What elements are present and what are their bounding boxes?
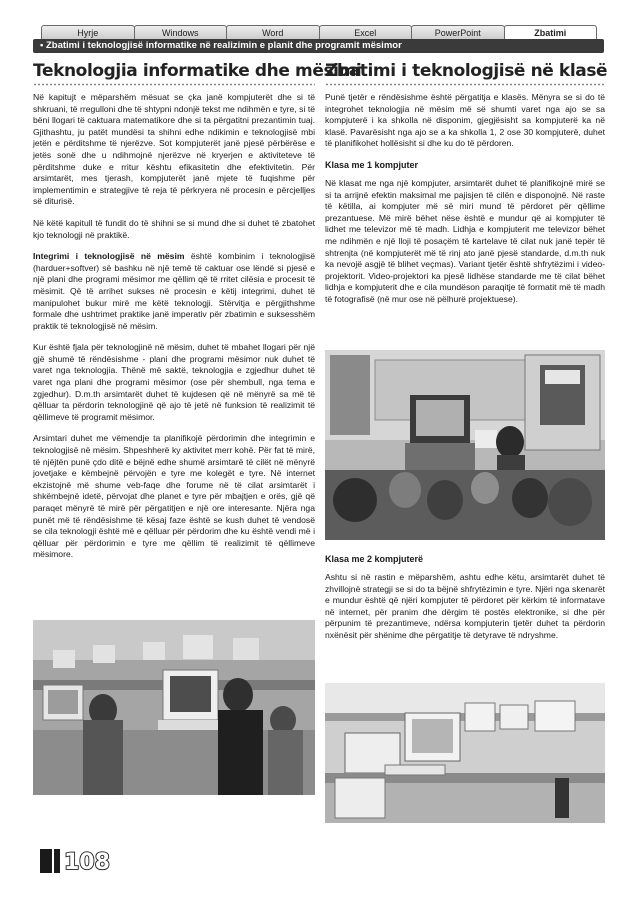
subheading-two-computers: Klasa me 2 kompjuterë (325, 554, 424, 564)
heading-divider (325, 83, 605, 86)
heading-divider (33, 83, 315, 86)
classroom-tv-photo (325, 350, 605, 540)
right-heading: Zbatimi i teknologjisë në klasë (325, 61, 608, 81)
left-paragraph-4: Kur është fjala për teknologjinë në mësim, duhet të mbahet llogari për një gjë shumë të rëndësishme - plani dhe programi mësimor nuk duhet të varet nga teknologjia. Thënë më saktë, teknologjia e zgjedhur duhet të varet nga plani dhe programi mësimor (ose për shembull, nga tema e zgjedhur). D.m.th arsimtarët duhet të kujdesen që në mënyrë sa më të qëlluar ta përdorin teknologjinë që ajo të jetë në funksion të realizimit të qëllimeve të programit mësimor. (33, 342, 315, 422)
integration-definition: është kombinim i teknologjisë (harduer+softver) së bashku në një temë të caktuar ose lëndë si pjesë e një plani dhe programi mësimor me qëllim që të rritet cilësia e procesit të mësimit. Që të arrihet sukses në procesin e këtij integrimi, duhet të manipulohet bukur mirë me këtë teknologji. Stërvitja e përgjithshme formale dhe ushtrimet praktike janë imperativ për zbatimin e suksesshëm praktik të teknologjisë në mësim. (33, 251, 316, 331)
page-number (40, 849, 110, 875)
tab-word[interactable]: Word (226, 25, 320, 40)
left-paragraph-1: Në kapitujt e mëparshëm mësuat se çka janë kompjuterët dhe si të shkruani, të rregulloni dhe të shtypni ndonjë tekst me ndihmën e tyre, si të bëni llogari të caktuara matematikore dhe si ta përgatitni prezantimin tuaj. Gjithashtu, ju patët mundësi ta shihni edhe ndikimin e teknologjisë mbi jetën e përditshme të njerëzve. Sot kompjuterët janë pjesë përbërëse e jetës sonë dhe u ndihmojnë njerëzve në kryerjen e aktiviteteve të përditshme duke e rritur kështu efikasitetin dhe efektivitetin. Për arsimtarët, mes tjerash, kompjuterët janë mjete të fuqishme për implementimin e strategjive të reja të përkryera në procesin e përcjelljes së diturisë. (33, 92, 315, 207)
computer-lab-photo (33, 620, 315, 795)
tab-windows[interactable]: Windows (134, 25, 228, 40)
subheading-one-computer: Klasa me 1 kompjuter (325, 159, 419, 170)
tab-powerpoint[interactable]: PowerPoint (411, 25, 505, 40)
page-number-text: 108 (64, 850, 110, 875)
integration-term: Integrimi i teknologjisë në mësim (33, 251, 185, 262)
left-paragraph-5: Arsimtari duhet me vëmendje ta planifikojë përdorimin dhe integrimin e teknologjisë në mësim. Shpeshherë ky aktivitet merr kohë. Për fat të mirë, të njëjtën punë çdo ditë e bëjnë edhe shumë arsimtarë të cilët në mënyrë jovetjake e këmbejnë përvojën e tyre me kolegët e tyre. Në internet ekzistojnë më shume veb-faqe dhe forume në të cilat arsimtarët i shkëmbejnë idetë, përvojat dhe planet e tyre për mbajtjen e orës, gjë që paraqet mënyrë të mirë për përgatitjen e një ore interesante. Njëra nga punët më të rëndësishme të kësaj faze është se kush duhet të vendosë se cila teknologji është më e qëlluar për përdorim dhe ku është vendi më i qëlluar për përdorimin e tyre me qëllim të realizimit të qëllimeve mësimore. (33, 433, 315, 560)
tab-excel[interactable]: Excel (319, 25, 413, 40)
right-paragraph-2: Në klasat me nga një kompjuter, arsimtarët duhet të planifikojnë mirë se si ta arrijnë efektin maksimal me pajisjen të cilën e disponojnë. Në raste të këtilla, ai kompjuter më së miri mund të përdoret për qëllime prezantuese. Më mirë bëhet nëse është e mundur që ai kompjuter të lidhet me televizor më të madh. Lidhja e kompjuterit me televizor bëhet me ndihmën e një lloji të posaçëm të kartelave të cilat nuk janë tepër të shtrenjta (në kompjuterët më të rinj ato janë pjesë standarde, d.m.th nuk ka nevojë asgjë të blihet veçmas). Variant tjetër është shfrytëzimi i video-projektorit. Video-projektori ka pjesë lidhëse standarde me të cilat bëhet lidhja e kompjuterit dhe e cila mundëson paraqitje të formatit më të madh të fotografisë (në mur ose në pëlhurë projektuese). (325, 177, 605, 304)
right-column (325, 61, 608, 316)
left-paragraph-2: Në këtë kapitull të fundit do të shihni se si mund dhe si duhet të zbatohet kjo teknologji në praktikë. (33, 217, 315, 240)
tab-hyrje[interactable]: Hyrje (41, 25, 135, 40)
page-number-badge-icon (40, 849, 110, 875)
empty-computer-lab-photo (325, 683, 605, 823)
chapter-tabs (41, 25, 596, 39)
left-column (33, 61, 362, 571)
tab-zbatimi[interactable]: Zbatimi (504, 25, 598, 40)
right-column-lower (325, 554, 605, 652)
left-paragraph-3 (33, 251, 315, 332)
right-paragraph-3: Ashtu si në rastin e mëparshëm, ashtu edhe këtu, arsimtarët duhet të zhvillojnë strategji se si do ta bëjnë shfrytëzimin e tyre. Njëri nga skenarët e mundur është që njëri kompjuter të përdoret për kërkim të informatave në internet, për pranim dhe dërgim të postës elektronike, si dhe për përpunim të prezantimeve, ndërsa kompjuterin tjetër duhet ta përdorin nxënësit për shënime dhe përgatitje të detyrave të ndryshme. (325, 572, 605, 640)
right-paragraph-1: Punë tjetër e rëndësishme është përgatitja e klasës. Mënyra se si do të integrohet teknologjia në mësim më së shumti varet nga ajo se sa kompjuterë i ka shkolla në disponim, gjegjësisht sa kompjuterë ka në klasë. Pavarësisht nga ajo se a ka shkolla 1, 2 ose 30 kompjuterë, duhet të planifikohet hollësisht si dhe ku do të përdoren. (325, 92, 605, 149)
section-bar: • Zbatimi i teknologjisë informatike në realizimin e planit dhe programit mësimor (33, 39, 604, 53)
left-heading: Teknologjia informatike dhe mësimi (33, 61, 362, 81)
